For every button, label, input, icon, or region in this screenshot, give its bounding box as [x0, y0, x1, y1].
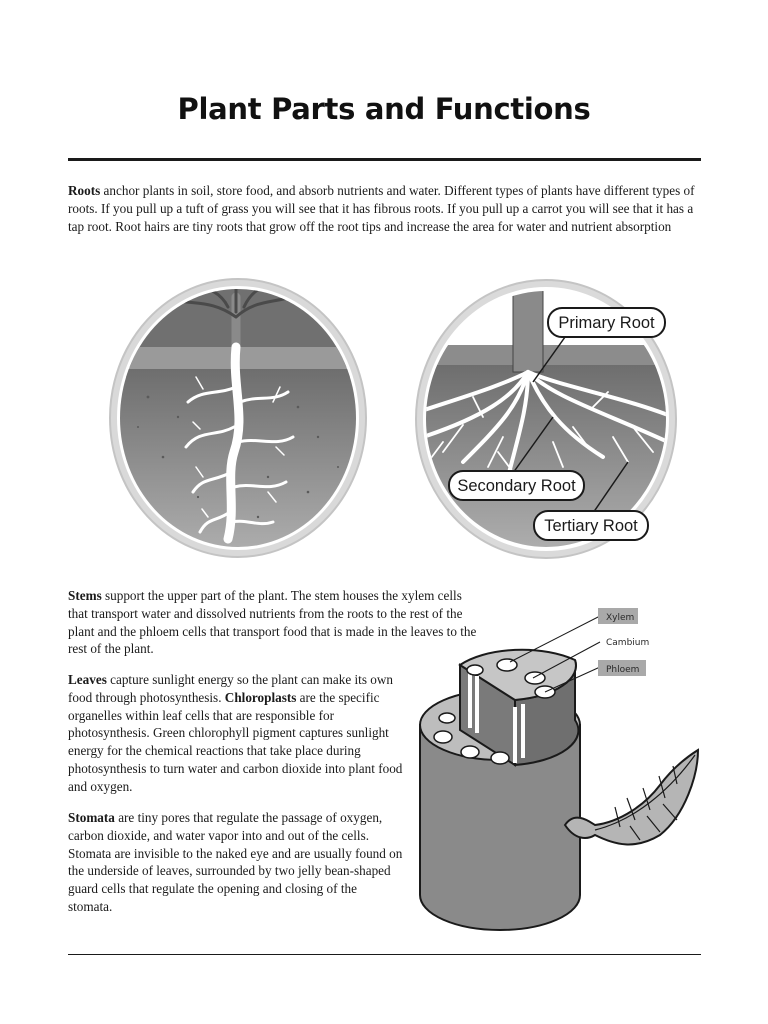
tertiary-root-callout	[534, 511, 648, 540]
primary-root-label: Primary Root	[558, 314, 655, 332]
title-divider	[68, 158, 701, 161]
leaves-term: Leaves	[68, 672, 107, 687]
cambium-label: Cambium	[606, 638, 650, 648]
stomata-term: Stomata	[68, 810, 115, 825]
tertiary-root-label: Tertiary Root	[544, 517, 638, 535]
leaves-text-1: capture sunlight energy so the plant can make its own food through photosynthesis.	[68, 672, 393, 705]
secondary-root-label: Secondary Root	[457, 477, 576, 495]
stems-text: support the upper part of the plant. The stem houses the xylem cells that transport water and dissolved nutrients from the roots to the rest of the plant and the phloem cells that transport food that is made in the leaves to the rest of the plant.	[68, 588, 477, 657]
leaves-text-2: are the specific organelles within leaf cells that are responsible for photosynthesis. Green chlorophyll pigment captures sunlight energy for the chemical reactions that take place during photosynthesis to turn water and carbon dioxide into plant food and oxygen.	[68, 689, 403, 794]
xylem-label: Xylem	[606, 613, 635, 623]
page-title: Plant Parts and Functions	[177, 92, 591, 126]
phloem-label: Phloem	[606, 665, 640, 675]
roots-paragraph	[68, 182, 702, 235]
leaves-paragraph	[68, 671, 403, 796]
chloroplasts-term: Chloroplasts	[224, 689, 297, 705]
roots-text: anchor plants in soil, store food, and absorb nutrients and water. Different types of plants have different types of roots. If you pull up a tuft of grass you will see that it has fibrous roots. If you pull up a carrot you will see that it has a tap root. Root hairs are tiny roots that grow off the root tips and increase the area for water and nutrient absorption	[68, 183, 695, 234]
stem-cross-section-diagram	[415, 600, 705, 940]
stems-term: Stems	[68, 588, 102, 603]
roots-term: Roots	[68, 183, 101, 198]
footer-divider	[68, 954, 701, 955]
secondary-root-callout	[449, 471, 584, 500]
stomata-text: are tiny pores that regulate the passage of oxygen, carbon dioxide, and water vapor into and out of the cells. Stomata are invisible to the naked eye and are usually found on the underside of leaves, surrounded by two jelly bean-shaped guard cells that regulate the opening and closing of the stomata.	[68, 810, 403, 914]
fibrous-root-illustration	[403, 277, 688, 567]
stomata-paragraph	[68, 809, 403, 916]
primary-root-callout	[548, 308, 665, 337]
taproot-illustration	[108, 277, 368, 559]
